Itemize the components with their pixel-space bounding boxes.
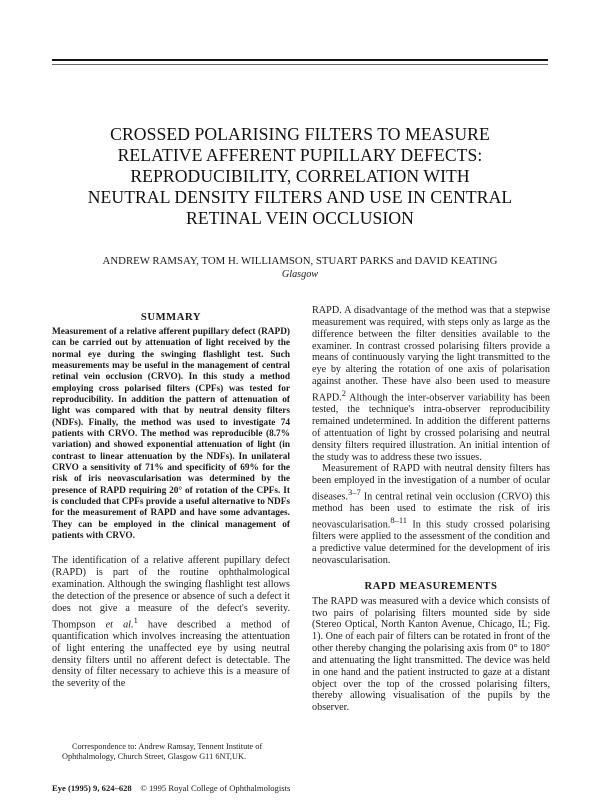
title-line: RELATIVE AFFERENT PUPILLARY DEFECTS: [117,145,483,165]
left-column [52,312,290,690]
citation-ref: 2 [341,387,346,398]
intro-paragraph [52,555,290,690]
paragraph-text: In central retinal vein occlusion (CRVO) this method has been used to estimate the risk of iris neovascularisation. [312,491,550,531]
summary-heading: SUMMARY [140,312,202,323]
section-heading-rapd-measurements: RAPD MEASUREMENTS [364,580,498,592]
author-list: ANDREW RAMSAY, TOM H. WILLIAMSON, STUART PARKS and DAVID KEATING [102,255,498,267]
header-rule-thin [52,64,548,65]
title-line: CROSSED POLARISING FILTERS TO MEASURE [110,124,490,144]
citation-ref: 8–11 [390,515,408,526]
et-al: et al. [105,618,134,630]
summary-paragraph: Measurement of a relative afferent pupillary defect (RAPD) can be carried out by attenuation of light received by the normal eye during the swinging flashlight test. Such measurements may be useful in the management of central retinal vein occlusion (CRVO). In this study a method employing cross polarised filters (CPFs) was tested for reproducibility. In addition the pattern of attenuation of light was compared with that by neutral density filters (NDFs). Finally, the method was used to investigate 74 patients with CRVO. The method was reproducible (8.7% variation) and showed exponential attenuation of light (in contrast to linear attenuation by the NDFs). In unilateral CRVO a sensitivity of 71% and specificity of 69% for the risk of iris neovascularisation was determined by the presence of RAPD requiring 20° of rotation of the CPFs. It is concluded that CPFs provide a useful alternative to NDFs for the measurement of RAPD and have some advantages. They can be employed in the clinical management of patients with CRVO. [52,326,290,542]
header-rule-thick [52,59,548,61]
title-line: RETINAL VEIN OCCLUSION [186,208,414,228]
paragraph-text: Although the inter-observer variability has been tested, the technique's intra-observer reproducibility remained undetermined. In addition the different patterns of attentuation of light by crossed polarising and neutral density filters required illustration. An initial intention of the study was to address these two issues. [312,392,550,463]
journal-citation: Eye (1995) 9, 624–628 [52,783,132,793]
paragraph-text: In this study crossed polarising filters were applied to the assessment of the condition and a predictive value determined for the development of iris neovascularisation. [312,519,550,567]
intro-text: The identification of a relative afferent pupillary defect (RAPD) is part of the routine ophthalmological examination. Although the swinging flashlight test allows the detection of the presence or absence of such a defect it does not give a measure of the defect's severity. Thompson [52,555,290,630]
article-title [40,124,560,229]
paragraph-text: RAPD. A disadvantage of the method was that a stepwise measurement was required, with steps only as large as the difference between the filter densities available to the examiner. In contrast crossed polarising filters provide a means of continuously varying the light transmitted to the eye by altering the rotation of one axis of polarisation against another. These have also been used to measure RAPD. [312,305,550,404]
right-column [312,305,550,714]
affiliation: Glasgow [281,269,319,280]
citation-ref: 3–7 [347,487,361,498]
intro-text: have described a method of quantification which involves increasing the attentuation of light entering the unaffected eye by using neutral density filters until no afferent defect is detectable. The density of filter necessary to achieve this is a measure of the severity of the [52,618,290,690]
title-line: NEUTRAL DENSITY FILTERS AND USE IN CENTRAL [87,187,513,207]
section-spacer [312,567,550,581]
copyright-notice: © 1995 Royal College of Ophthalmologists [140,783,291,793]
citation-ref: 1 [133,614,138,625]
paragraph-text: Measurement of RAPD with neutral density filters has been employed in the investigation of a number of ocular diseases. [312,463,550,503]
page-footer [52,783,452,793]
title-line: REPRODUCIBILITY, CORRELATION WITH [130,166,470,186]
correspondence-note: Correspondence to: Andrew Ramsay, Tennent Institute of Ophthalmology, Church Street, Glasgow G11 6NT,UK. [62,742,263,761]
body-paragraph [312,463,550,567]
body-paragraph [312,305,550,463]
body-paragraph: The RAPD was measured with a device which consists of two pairs of polarising filters mounted side by side (Stereo Optical, North Kanton Avenue, Chicago, IL; Fig. 1). One of each pair of filters can be rotated in front of the other thereby changing the polarising axis from 0° to 180° and attenuating the light transmitted. The device was held in one hand and the patient instructed to gaze at a distant object over the top of the crossed polarising filters, thereby allowing visualisation of the pupils by the observer. [312,595,550,714]
